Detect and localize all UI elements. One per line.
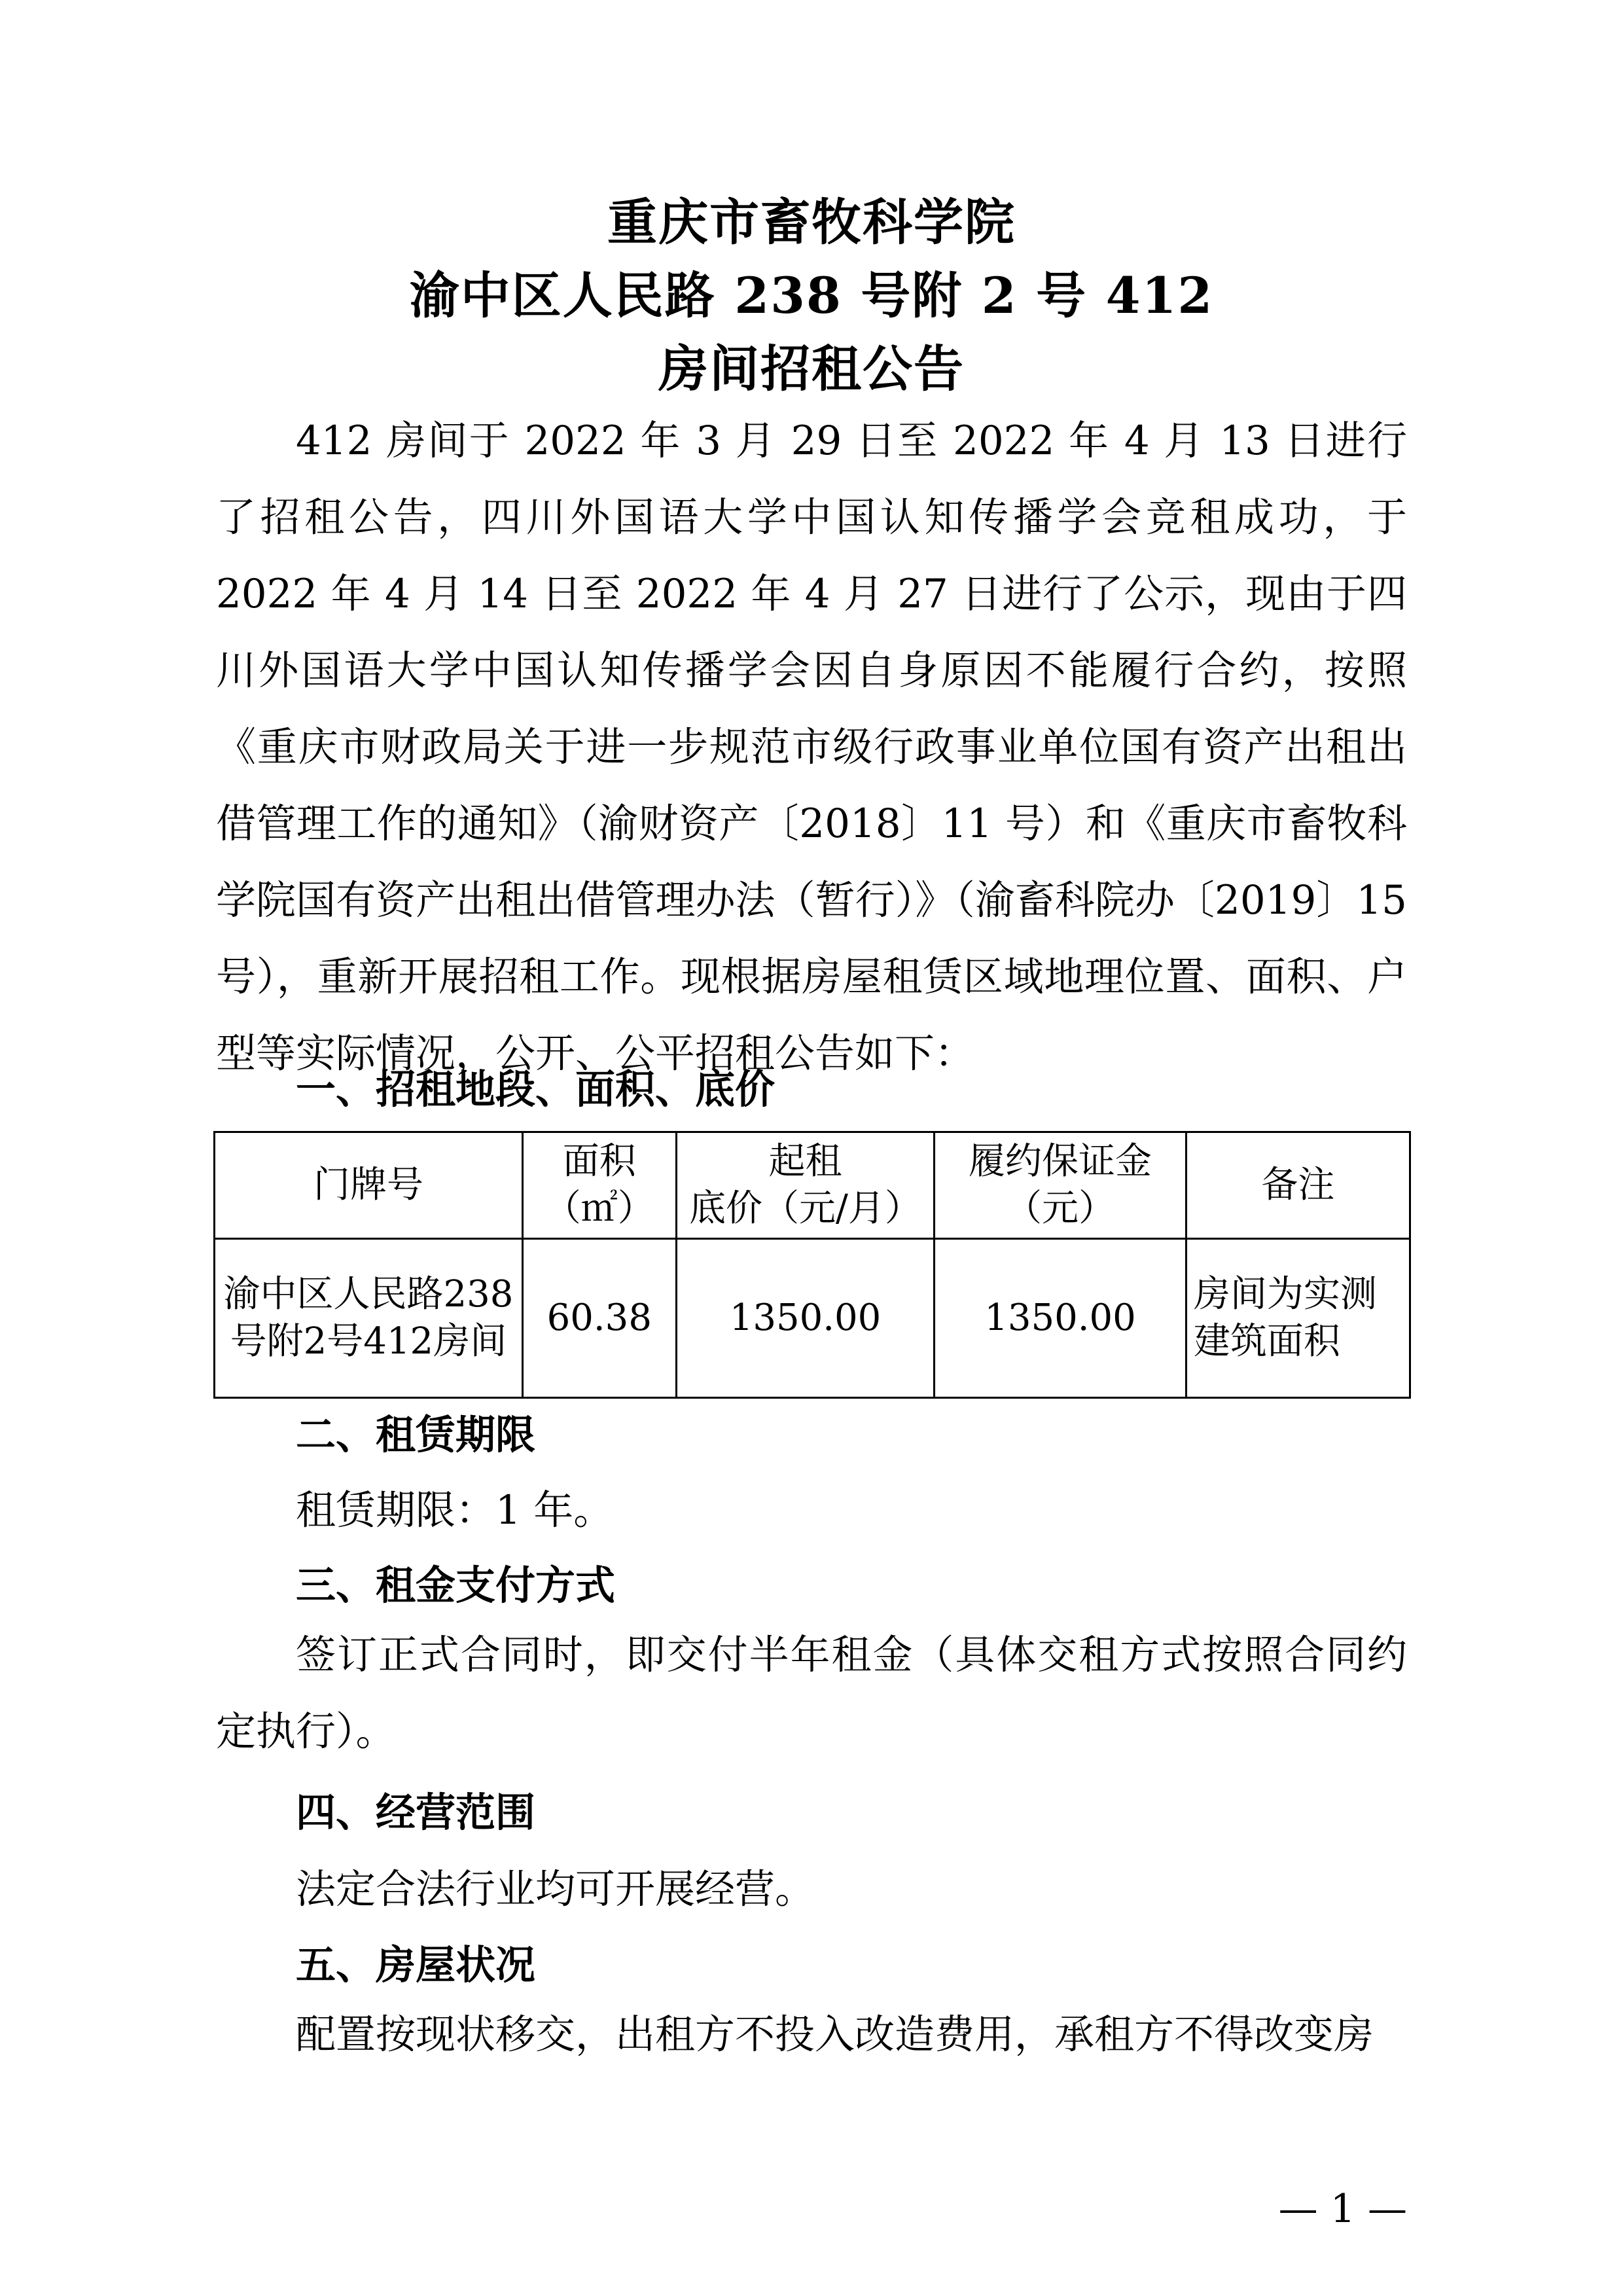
header-note: 备注 [1186,1132,1410,1239]
header-deposit-line-1: 履约保证金 [969,1140,1152,1183]
section-2-heading: 二、租赁期限 [296,1412,536,1458]
header-area-line-2: （㎡） [544,1187,654,1230]
page-number: — 1 — [1278,2186,1407,2232]
section-2-text: 租赁期限：1 年。 [296,1487,614,1534]
section-4-text: 法定合法行业均可开展经营。 [296,1866,815,1912]
section-5-heading: 五、房屋状况 [296,1942,536,1988]
section-1-heading: 一、招租地段、面积、底价 [296,1066,776,1113]
rent-table [213,1131,1411,1399]
table-header-row [215,1132,1410,1239]
cell-area: 60.38 [522,1239,676,1398]
header-deposit-line-2: （元） [1005,1187,1116,1230]
section-5-text: 配置按现状移交，出租方不投入改造费用，承租方不得改变房 [296,2011,1374,2058]
cell-door-number: 渝中区人民路238号附2号412房间 [215,1239,523,1398]
document-title-line-3: 房间招租公告 [658,340,965,398]
document-title-line-2: 渝中区人民路 238 号附 2 号 412 [409,266,1214,325]
header-area [522,1132,676,1239]
header-door-number: 门牌号 [215,1132,523,1239]
header-deposit [935,1132,1186,1239]
cell-note: 房间为实测建筑面积 [1186,1239,1410,1398]
header-area-line-1: 面积 [562,1140,636,1183]
section-4-heading: 四、经营范围 [296,1789,536,1836]
intro-paragraph: 412 房间于 2022 年 3 月 29 日至 2022 年 4 月 13 日进行了招租公告，四川外国语大学中国认知传播学会竞租成功，于 2022 年 4 月 14 日至 2022 年 4 月 27 日进行了公示，现由于四川外国语大学中国认知传播学会因自身原因不能履行合约，按照《重庆市财政局关于进一步规范市级行政事业单位国有资产出租出借管理工作的通知》（渝财资产〔2018〕11 号）和《重庆市畜牧科学院国有资产出租出借管理办法（暂行）》（渝畜科院办〔2019〕15 号），重新开展招租工作。现根据房屋租赁区域地理位置、面积、户型等实际情况，公开、公平招租公告如下： [216,418,1407,1077]
document-title-line-1: 重庆市畜牧科学院 [607,193,1016,251]
header-base-price [676,1132,935,1239]
table-row [215,1239,1410,1398]
header-price-line-2: 底价（元/月） [689,1187,921,1230]
cell-base-price: 1350.00 [676,1239,935,1398]
section-3-heading: 三、租金支付方式 [296,1562,616,1609]
section-3-text: 签订正式合同时，即交付半年租金（具体交租方式按照合同约定执行）。 [216,1632,1407,1755]
cell-deposit: 1350.00 [935,1239,1186,1398]
header-price-line-1: 起租 [768,1140,842,1183]
